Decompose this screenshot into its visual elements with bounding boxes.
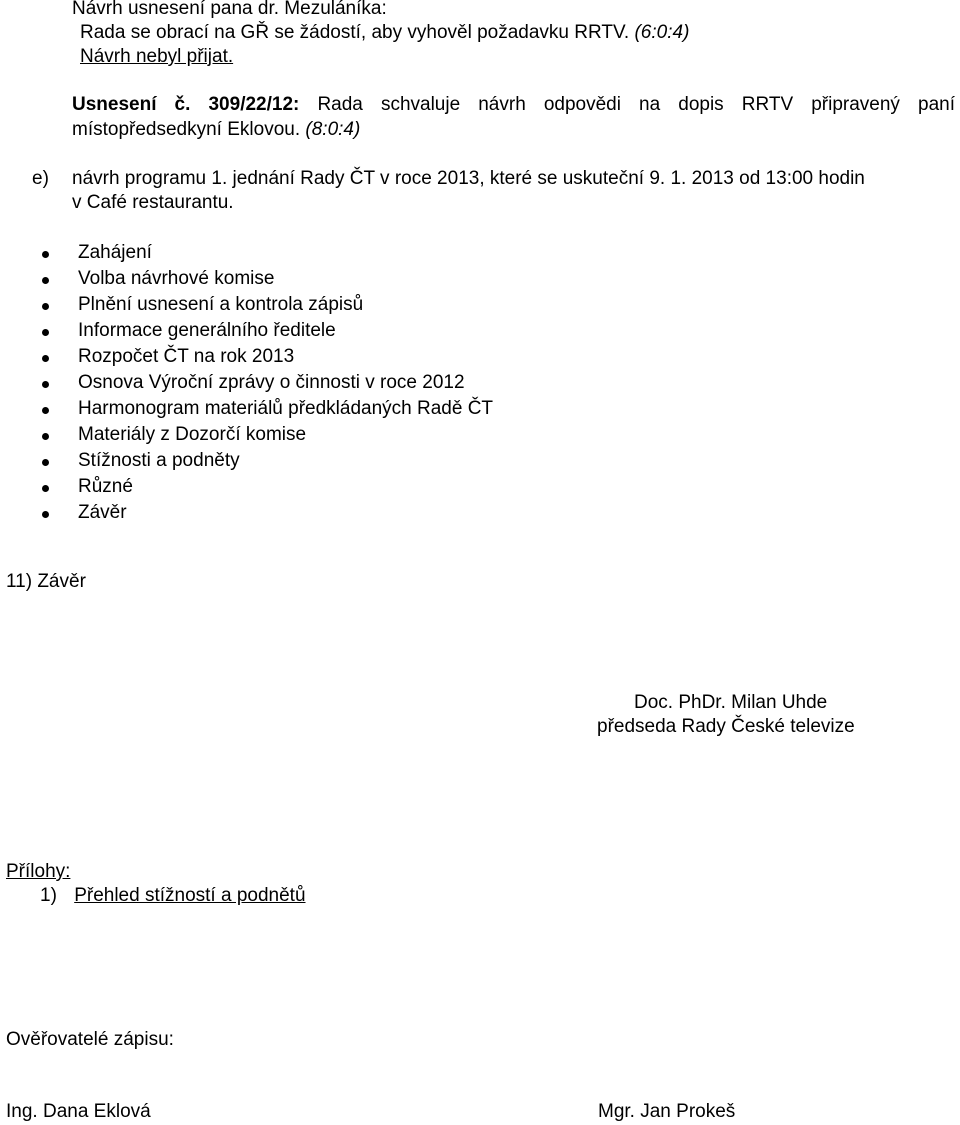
- agenda-item: [0, 475, 960, 501]
- proposal-vote: (6:0:4): [634, 22, 690, 43]
- agenda-item-text: Volba návrhové komise: [78, 268, 275, 289]
- resolution-text-2: místopředsedkyní Eklovou.: [72, 119, 301, 140]
- resolution-line-1: [72, 93, 955, 117]
- bullet-icon: [42, 355, 49, 362]
- agenda-item-text: Materiály z Dozorčí komise: [78, 424, 307, 445]
- attachment-item: [40, 884, 306, 908]
- proposal-text: Rada se obrací na GŘ se žádostí, aby vyhověl požadavku RRTV.: [80, 22, 630, 43]
- agenda-item: [0, 345, 960, 371]
- agenda-item-text: Osnova Výroční zprávy o činnosti v roce 2012: [78, 372, 465, 393]
- agenda-item-text: Zahájení: [78, 242, 152, 263]
- proposal-heading: Návrh usnesení pana dr. Mezuláníka:: [72, 0, 387, 19]
- agenda-item: [0, 319, 960, 345]
- proposal-result: Návrh nebyl přijat.: [80, 46, 234, 67]
- agenda-item: [0, 293, 960, 319]
- resolution-label: Usnesení č. 309/22/12:: [72, 94, 300, 115]
- bullet-icon: [42, 511, 49, 518]
- proposal-text-line: [80, 21, 689, 45]
- agenda-item-text: Závěr: [78, 502, 127, 523]
- attachment-title: Přehled stížností a podnětů: [74, 885, 306, 906]
- resolution-line-2: [72, 118, 360, 142]
- bullet-icon: [42, 303, 49, 310]
- signature-name: Doc. PhDr. Milan Uhde: [634, 692, 828, 713]
- bullet-icon: [42, 277, 49, 284]
- agenda-item: [0, 397, 960, 423]
- item-e-marker: e): [32, 168, 49, 189]
- agenda-item: [0, 371, 960, 397]
- resolution-vote: (8:0:4): [305, 119, 361, 140]
- verifier-left: Ing. Dana Eklová: [6, 1101, 151, 1122]
- agenda-item-text: Stížnosti a podněty: [78, 450, 240, 471]
- bullet-icon: [42, 381, 49, 388]
- verifiers-heading: Ověřovatelé zápisu:: [6, 1029, 174, 1050]
- resolution-text-1: Rada schvaluje návrh odpovědi na dopis RRTV připravený paní: [317, 94, 955, 115]
- agenda-item: [0, 241, 960, 267]
- item-e-text-2: v Café restaurantu.: [72, 192, 234, 213]
- agenda-item: [0, 449, 960, 475]
- agenda-list: [0, 241, 960, 531]
- section-11-heading: 11) Závěr: [6, 571, 86, 592]
- agenda-item-text: Plnění usnesení a kontrola zápisů: [78, 294, 364, 315]
- agenda-item: [0, 501, 960, 527]
- bullet-icon: [42, 433, 49, 440]
- attachments-heading: Přílohy:: [6, 861, 71, 882]
- bullet-icon: [42, 459, 49, 466]
- agenda-item-text: Harmonogram materiálů předkládaných Radě ČT: [78, 398, 494, 419]
- attachment-number: 1): [40, 885, 57, 906]
- signature-role: předseda Rady České televize: [597, 716, 855, 737]
- agenda-item: [0, 267, 960, 293]
- agenda-item-text: Různé: [78, 476, 133, 497]
- verifier-right: Mgr. Jan Prokeš: [598, 1101, 736, 1122]
- agenda-item-text: Informace generálního ředitele: [78, 320, 336, 341]
- bullet-icon: [42, 251, 49, 258]
- item-e-text-1: návrh programu 1. jednání Rady ČT v roce 2013, které se uskuteční 9. 1. 2013 od 13:00 hodin: [72, 168, 865, 189]
- bullet-icon: [42, 329, 49, 336]
- bullet-icon: [42, 485, 49, 492]
- agenda-item-text: Rozpočet ČT na rok 2013: [78, 346, 295, 367]
- bullet-icon: [42, 407, 49, 414]
- agenda-item: [0, 423, 960, 449]
